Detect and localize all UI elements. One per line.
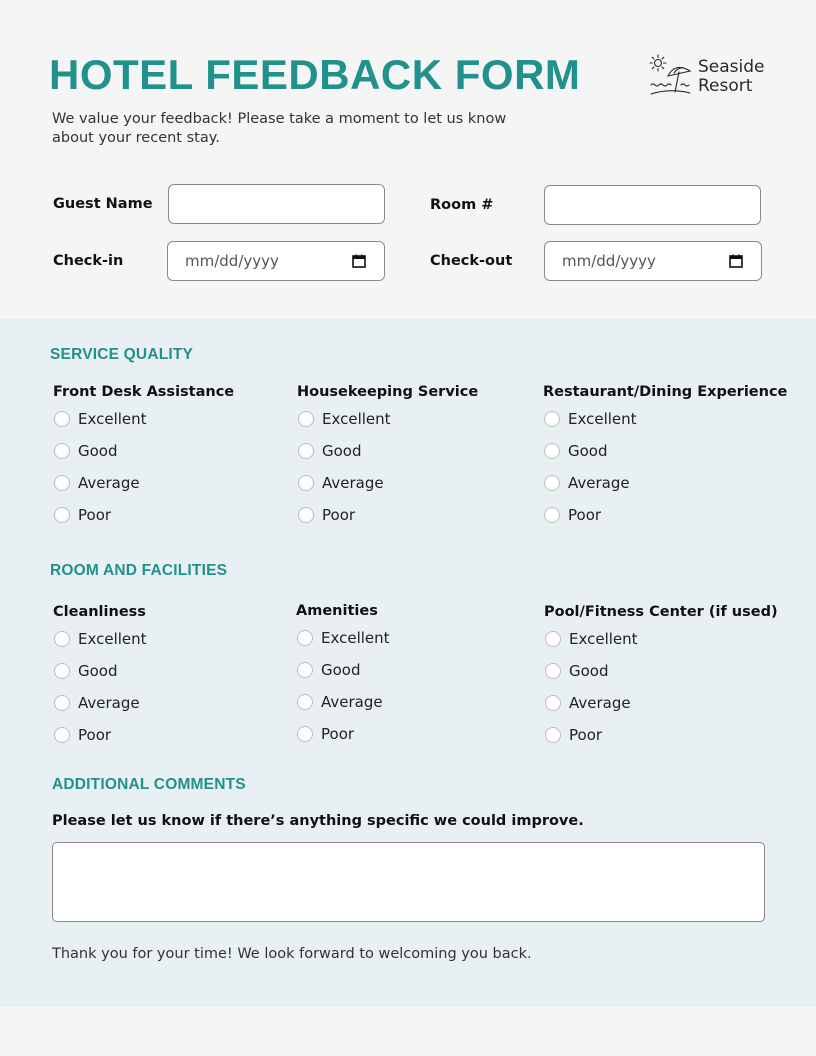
room-number-input[interactable]	[544, 185, 761, 225]
radio-option[interactable]: Good	[544, 655, 784, 687]
logo	[648, 54, 773, 98]
radio-option[interactable]: Poor	[53, 719, 293, 751]
rating-group-amenities: Amenities Excellent Good Average Poor	[296, 600, 536, 750]
radio-option[interactable]: Excellent	[296, 622, 536, 654]
radio-option[interactable]: Poor	[297, 499, 537, 531]
radio-button[interactable]	[54, 443, 70, 459]
check-in-label: Check-in	[53, 253, 124, 269]
radio-option[interactable]: Average	[296, 686, 536, 718]
radio-option[interactable]: Poor	[53, 499, 293, 531]
radio-option[interactable]: Excellent	[297, 403, 537, 435]
rating-group-front-desk: Front Desk Assistance Excellent Good Average Poor	[53, 381, 293, 531]
section-title-service-quality: SERVICE QUALITY	[50, 346, 194, 363]
check-out-placeholder: mm/dd/yyyy	[562, 252, 656, 270]
radio-button[interactable]	[544, 411, 560, 427]
radio-button[interactable]	[545, 663, 561, 679]
radio-button[interactable]	[544, 475, 560, 491]
radio-button[interactable]	[298, 443, 314, 459]
radio-button[interactable]	[54, 475, 70, 491]
guest-name-input[interactable]	[168, 184, 385, 224]
comments-label: Please let us know if there’s anything specific we could improve.	[52, 813, 584, 829]
calendar-icon[interactable]	[352, 254, 366, 268]
radio-option[interactable]: Average	[53, 687, 293, 719]
page-title: HOTEL FEEDBACK FORM	[49, 51, 581, 98]
radio-option[interactable]: Good	[53, 435, 293, 467]
radio-button[interactable]	[54, 727, 70, 743]
check-out-date-input[interactable]	[544, 241, 762, 281]
beach-umbrella-sun-icon	[648, 54, 694, 98]
room-number-label: Room #	[430, 197, 494, 213]
radio-option[interactable]: Poor	[544, 719, 784, 751]
rating-group-pool-fitness: Pool/Fitness Center (if used) Excellent Good Average Poor	[544, 601, 784, 751]
radio-option[interactable]: Poor	[296, 718, 536, 750]
section-title-room-facilities: ROOM AND FACILITIES	[50, 562, 228, 579]
radio-option[interactable]: Good	[297, 435, 537, 467]
radio-button[interactable]	[545, 727, 561, 743]
check-in-date-input[interactable]	[167, 241, 385, 281]
radio-option[interactable]: Good	[53, 655, 293, 687]
radio-button[interactable]	[54, 411, 70, 427]
rating-group-cleanliness: Cleanliness Excellent Good Average Poor	[53, 601, 293, 751]
radio-button[interactable]	[54, 507, 70, 523]
radio-option[interactable]: Average	[543, 467, 783, 499]
radio-option[interactable]: Excellent	[543, 403, 783, 435]
radio-button[interactable]	[545, 695, 561, 711]
comments-textarea[interactable]	[52, 842, 765, 922]
radio-button[interactable]	[297, 726, 313, 742]
section-title-additional-comments: ADDITIONAL COMMENTS	[52, 776, 246, 793]
radio-button[interactable]	[544, 443, 560, 459]
logo-text: Seaside Resort	[698, 57, 765, 96]
intro-text: We value your feedback! Please take a moment to let us know about your recent stay.	[52, 111, 507, 146]
radio-option[interactable]: Good	[296, 654, 536, 686]
radio-button[interactable]	[54, 695, 70, 711]
radio-option[interactable]: Excellent	[53, 623, 293, 655]
radio-option[interactable]: Poor	[543, 499, 783, 531]
radio-button[interactable]	[298, 411, 314, 427]
radio-option[interactable]: Excellent	[544, 623, 784, 655]
radio-button[interactable]	[54, 663, 70, 679]
check-in-placeholder: mm/dd/yyyy	[185, 252, 279, 270]
radio-option[interactable]: Excellent	[53, 403, 293, 435]
radio-button[interactable]	[298, 475, 314, 491]
radio-option[interactable]: Good	[543, 435, 783, 467]
calendar-icon[interactable]	[729, 254, 743, 268]
radio-button[interactable]	[544, 507, 560, 523]
header-area	[0, 0, 816, 319]
radio-button[interactable]	[297, 662, 313, 678]
radio-button[interactable]	[297, 630, 313, 646]
check-out-label: Check-out	[430, 253, 513, 269]
rating-group-housekeeping: Housekeeping Service Excellent Good Average Poor	[297, 381, 537, 531]
radio-button[interactable]	[297, 694, 313, 710]
radio-button[interactable]	[545, 631, 561, 647]
guest-name-label: Guest Name	[53, 196, 153, 212]
radio-button[interactable]	[298, 507, 314, 523]
thank-you-text: Thank you for your time! We look forward to welcoming you back.	[52, 946, 532, 962]
rating-group-restaurant: Restaurant/Dining Experience Excellent Good Average Poor	[543, 381, 783, 531]
radio-button[interactable]	[54, 631, 70, 647]
radio-option[interactable]: Average	[544, 687, 784, 719]
radio-option[interactable]: Average	[297, 467, 537, 499]
radio-option[interactable]: Average	[53, 467, 293, 499]
